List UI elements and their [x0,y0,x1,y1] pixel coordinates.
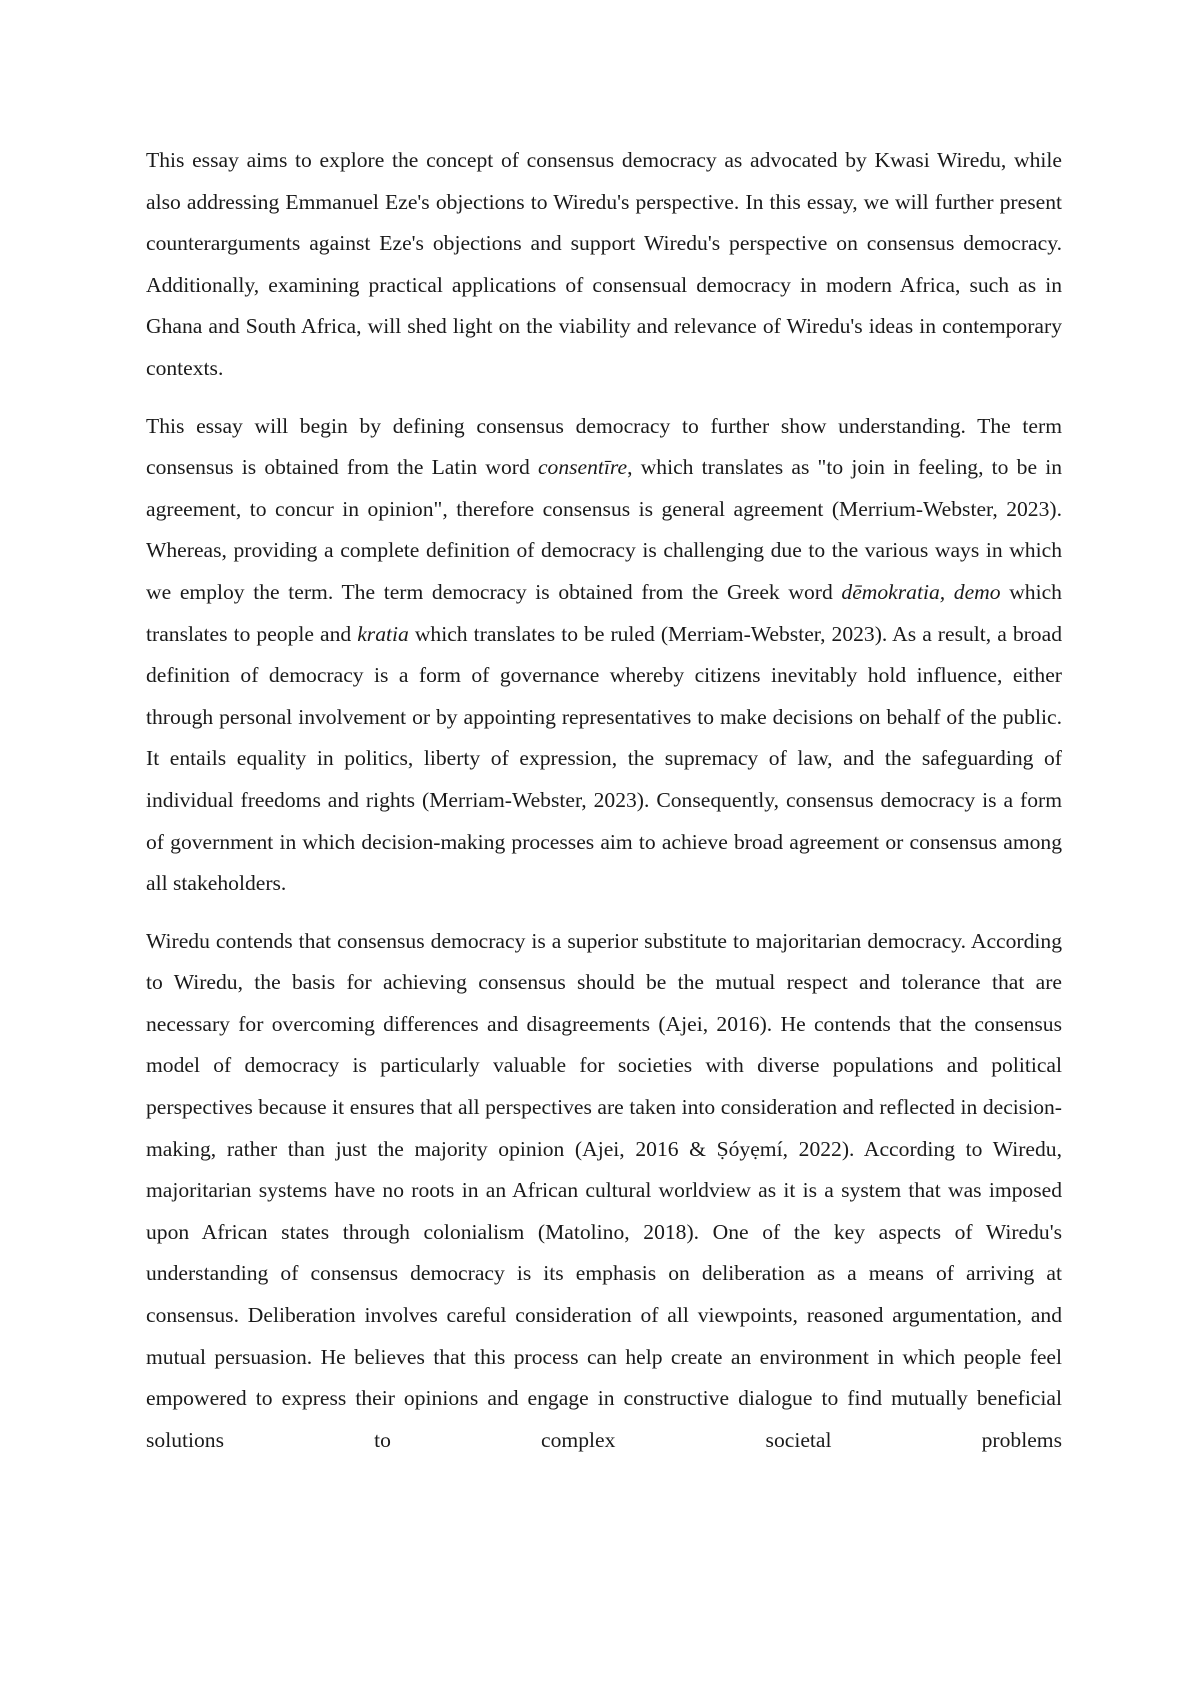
paragraph-text: This essay aims to explore the concept of consensus democracy as advocated by Kwasi Wiredu, while also addressing Emmanuel Eze's objections to Wiredu's perspective. In this essay, we will further present counterarguments against Eze's objections and support Wiredu's perspective on consensus democracy. Additionally, examining practical applications of consensual democracy in modern Africa, such as in Ghana and South Africa, will shed light on the viability and relevance of Wiredu's ideas in contemporary contexts. [146,148,1062,380]
essay-body [146,140,1062,1477]
paragraph-text: which translates to people and [146,579,1062,646]
greek-term: dēmokratia, demo [841,579,1001,604]
paragraph-text: which translates to be ruled (Merriam-Webster, 2023). As a result, a broad definition of democracy is a form of governance whereby citizens inevitably hold influence, either through personal involvement or by appointing representatives to make decisions on behalf of the public. It entails equality in politics, liberty of expression, the supremacy of law, and the safeguarding of individual freedoms and rights (Merriam-Webster, 2023). Consequently, consensus democracy is a form of government in which decision-making processes aim to achieve broad agreement or consensus among all stakeholders. [146,621,1062,896]
paragraph-introduction [146,140,1062,390]
paragraph-text: This essay will begin by defining consensus democracy to further show understanding. The term consensus is obtained from the Latin word [146,413,1062,480]
paragraph-text: , which translates as "to join in feeling, to be in agreement, to concur in opinion", therefore consensus is general agreement (Merrium-Webster, 2023). Whereas, providing a complete definition of democracy is challenging due to the various ways in which we employ the term. The term democracy is obtained from the Greek word [146,455,1063,604]
latin-term: consentīre [537,455,628,480]
paragraph-wiredu-argument [146,921,1062,1462]
paragraph-text: Wiredu contends that consensus democracy is a superior substitute to majoritarian democracy. According to Wiredu, the basis for achieving consensus should be the mutual respect and tolerance that are necessary for overcoming differences and disagreements (Ajei, 2016). He contends that the consensus model of democracy is particularly valuable for societies with diverse populations and political perspectives because it ensures that all perspectives are taken into consideration and reflected in decision-making, rather than just the majority opinion (Ajei, 2016 & Ṣóyẹmí, 2022). According to Wiredu, majoritarian systems have no roots in an African cultural worldview as it is a system that was imposed upon African states through colonialism (Matolino, 2018). One of the key aspects of Wiredu's understanding of consensus democracy is its emphasis on deliberation as a means of arriving at consensus. Deliberation involves careful consideration of all viewpoints, reasoned argumentation, and mutual persuasion. He believes that this process can help create an environment in which people feel empowered to express their opinions and engage in constructive dialogue to find mutually beneficial solutions to complex societal problems [146,928,1062,1452]
paragraph-definitions [146,406,1062,905]
greek-term-kratia: kratia [357,621,409,646]
